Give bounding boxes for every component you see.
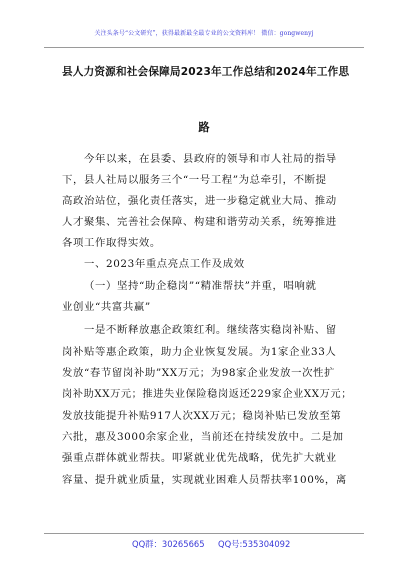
body-line: 发放“春节留岗补助”XX万元；为98家企业发放一次性扩 (62, 367, 336, 379)
body-line: 各项工作取得实效。 (62, 237, 161, 249)
subsection-heading-continued: 业创业“共富共赢” (62, 301, 151, 313)
body-line: 六批，惠及3000余家企业，当前还在持续发放中。二是加 (62, 431, 344, 443)
header-divider (44, 47, 364, 48)
body-line: 岗补贴等惠企政策，助力企业恢复发展。为1家企业33人 (62, 346, 337, 358)
footer-qq-number: QQ号:535304092 (218, 539, 291, 549)
body-line: 人才聚集、完善社会保障、构建和谐劳动关系，统筹推进 (62, 216, 337, 228)
footer-divider (44, 533, 364, 534)
body-line: 强重点群体就业帮扶。叩紧就业优先战略，优先扩大就业 (62, 452, 337, 464)
subsection-heading: （一）坚持“助企稳岗”“精准帮扶”并重，唱响就 (84, 280, 317, 292)
section-heading: 一、2023年重点亮点工作及成效 (84, 258, 245, 270)
body-line: 岗补助XX万元；推进失业保险稳岗返还229家企业XX万元； (62, 389, 352, 400)
body-line: 容量、提升就业质量，实现就业困难人员帮扶率100%，离 (62, 474, 347, 486)
header-banner: 关注头条号“公文研究”，获得最新最全最专业的公文资料库！ 微信：gongwenyj (94, 30, 314, 37)
document-title-continued: 路 (198, 121, 210, 134)
document-title: 县人力资源和社会保障局2023年工作总结和2024年工作思 (62, 66, 350, 78)
footer-qq-group: QQ群：30265665 (132, 539, 205, 549)
body-line: 发放技能提升补贴917人次XX万元；稳岗补贴已发放至第 (62, 410, 342, 422)
body-line: 下，县人社局以服务三个“一号工程”为总牵引，不断提 (62, 174, 327, 186)
body-line: 今年以来，在县委、县政府的领导和市人社局的指导 (84, 153, 337, 165)
body-line: 一是不断释放惠企政策红利。继续落实稳岗补贴、留 (84, 324, 337, 336)
body-line: 高政治站位，强化责任落实，进一步稳定就业大局、推动 (62, 195, 337, 207)
